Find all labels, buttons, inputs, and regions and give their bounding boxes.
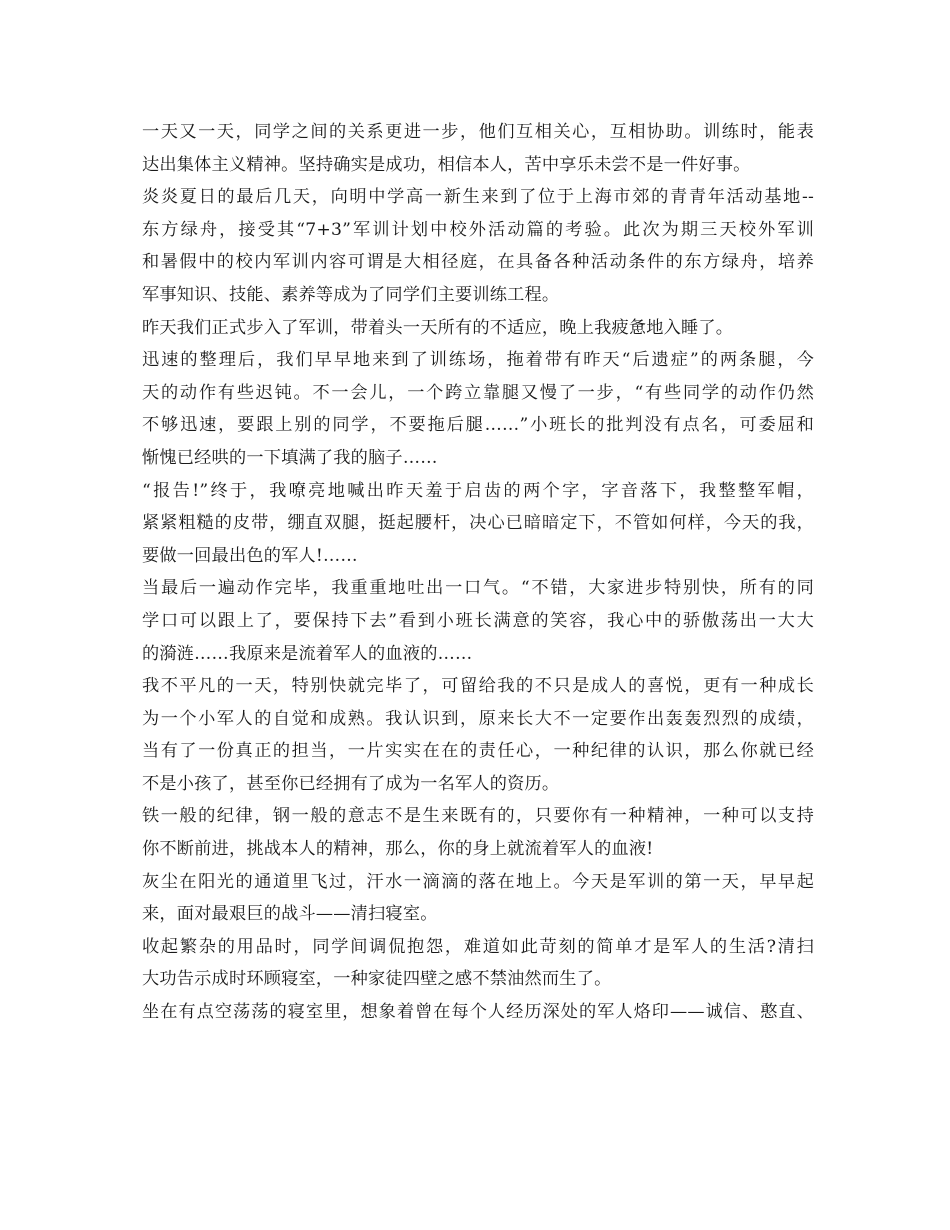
paragraph [142, 181, 814, 311]
text-line: 天的动作有些迟钝。不一会儿，一个跨立靠腿又慢了一步，“有些同学的动作仍然 [142, 382, 814, 403]
text-line: 灰尘在阳光的通道里飞过，汗水一滴滴的落在地上。今天是军训的第一天，早早起 [142, 871, 814, 892]
text-line: 来，面对最艰巨的战斗——清扫寝室。 [142, 904, 438, 925]
paragraph [142, 866, 814, 931]
text-line: 坐在有点空荡荡的寝室里，想象着曾在每个人经历深处的军人烙印——诚信、憨直、 [142, 1002, 814, 1023]
text-line: 大功告示成时环顾寝室，一种家徒四壁之感不禁油然而生了。 [142, 969, 612, 990]
text-line: 铁一般的纪律，钢一般的意志不是生来既有的，只要你有一种精神，一种可以支持 [142, 806, 814, 827]
text-line: 当有了一份真正的担当，一片实实在在的责任心，一种纪律的认识，那么你就已经 [142, 741, 814, 762]
text-line: 惭愧已经哄的一下填满了我的脑子…… [142, 447, 438, 468]
text-line: 收起繁杂的用品时，同学间调侃抱怨，难道如此苛刻的简单才是军人的生活?清扫 [142, 936, 814, 957]
text-line: 当最后一遍动作完毕，我重重地吐出一口气。“不错，大家进步特别快，所有的同 [142, 578, 814, 599]
text-line: 迅速的整理后，我们早早地来到了训练场，拖着带有昨天“后遗症”的两条腿，今 [142, 350, 814, 371]
text-line: 我不平凡的一天，特别快就完毕了，可留给我的不只是成人的喜悦，更有一种成长 [142, 676, 814, 697]
paragraph [142, 116, 814, 181]
paragraph [142, 800, 814, 865]
paragraph [142, 670, 814, 800]
text-line: “报告!”终于，我嘹亮地喊出昨天羞于启齿的两个字，字音落下，我整整军帽， [142, 480, 814, 501]
text-line: 炎炎夏日的最后几天，向明中学高一新生来到了位于上海市郊的青青年活动基地-- [142, 187, 814, 208]
text-line: 紧紧粗糙的皮带，绷直双腿，挺起腰杆，决心已暗暗定下，不管如何样，今天的我， [142, 513, 814, 534]
text-line: 军事知识、技能、素养等成为了同学们主要训练工程。 [142, 284, 560, 305]
paragraph [142, 931, 814, 996]
text-line: 的漪涟……我原来是流着军人的血液的…… [142, 643, 473, 664]
document-body [142, 116, 814, 1029]
text-line: 和暑假中的校内军训内容可谓是大相径庭，在具备各种活动条件的东方绿舟，培养 [142, 252, 814, 273]
text-line: 要做一回最出色的军人!…… [142, 545, 358, 566]
text-line: 为一个小军人的自觉和成熟。我认识到，原来长大不一定要作出轰轰烈烈的成绩， [142, 708, 814, 729]
paragraph [142, 475, 814, 573]
paragraph [142, 572, 814, 670]
text-line: 不是小孩了，甚至你已经拥有了成为一名军人的资历。 [142, 773, 560, 794]
text-line: 你不断前进，挑战本人的精神，那么，你的身上就流着军人的血液! [142, 839, 654, 860]
text-line: 昨天我们正式步入了军训，带着头一天所有的不适应，晚上我疲惫地入睡了。 [142, 317, 734, 338]
paragraph [142, 312, 814, 345]
text-line: 学口可以跟上了，要保持下去”看到小班长满意的笑容，我心中的骄傲荡出一大大 [142, 610, 814, 631]
text-line: 不够迅速，要跟上别的同学，不要拖后腿……”小班长的批判没有点名，可委屈和 [142, 415, 814, 436]
paragraph [142, 996, 814, 1029]
paragraph [142, 344, 814, 474]
text-line: 达出集体主义精神。坚持确实是成功，相信本人，苦中享乐未尝不是一件好事。 [142, 154, 751, 175]
text-line: 一天又一天，同学之间的关系更进一步，他们互相关心，互相协助。训练时，能表 [142, 122, 814, 142]
text-line: 东方绿舟，接受其“7+3”军训计划中校外活动篇的考验。此次为期三天校外军训 [142, 219, 814, 240]
